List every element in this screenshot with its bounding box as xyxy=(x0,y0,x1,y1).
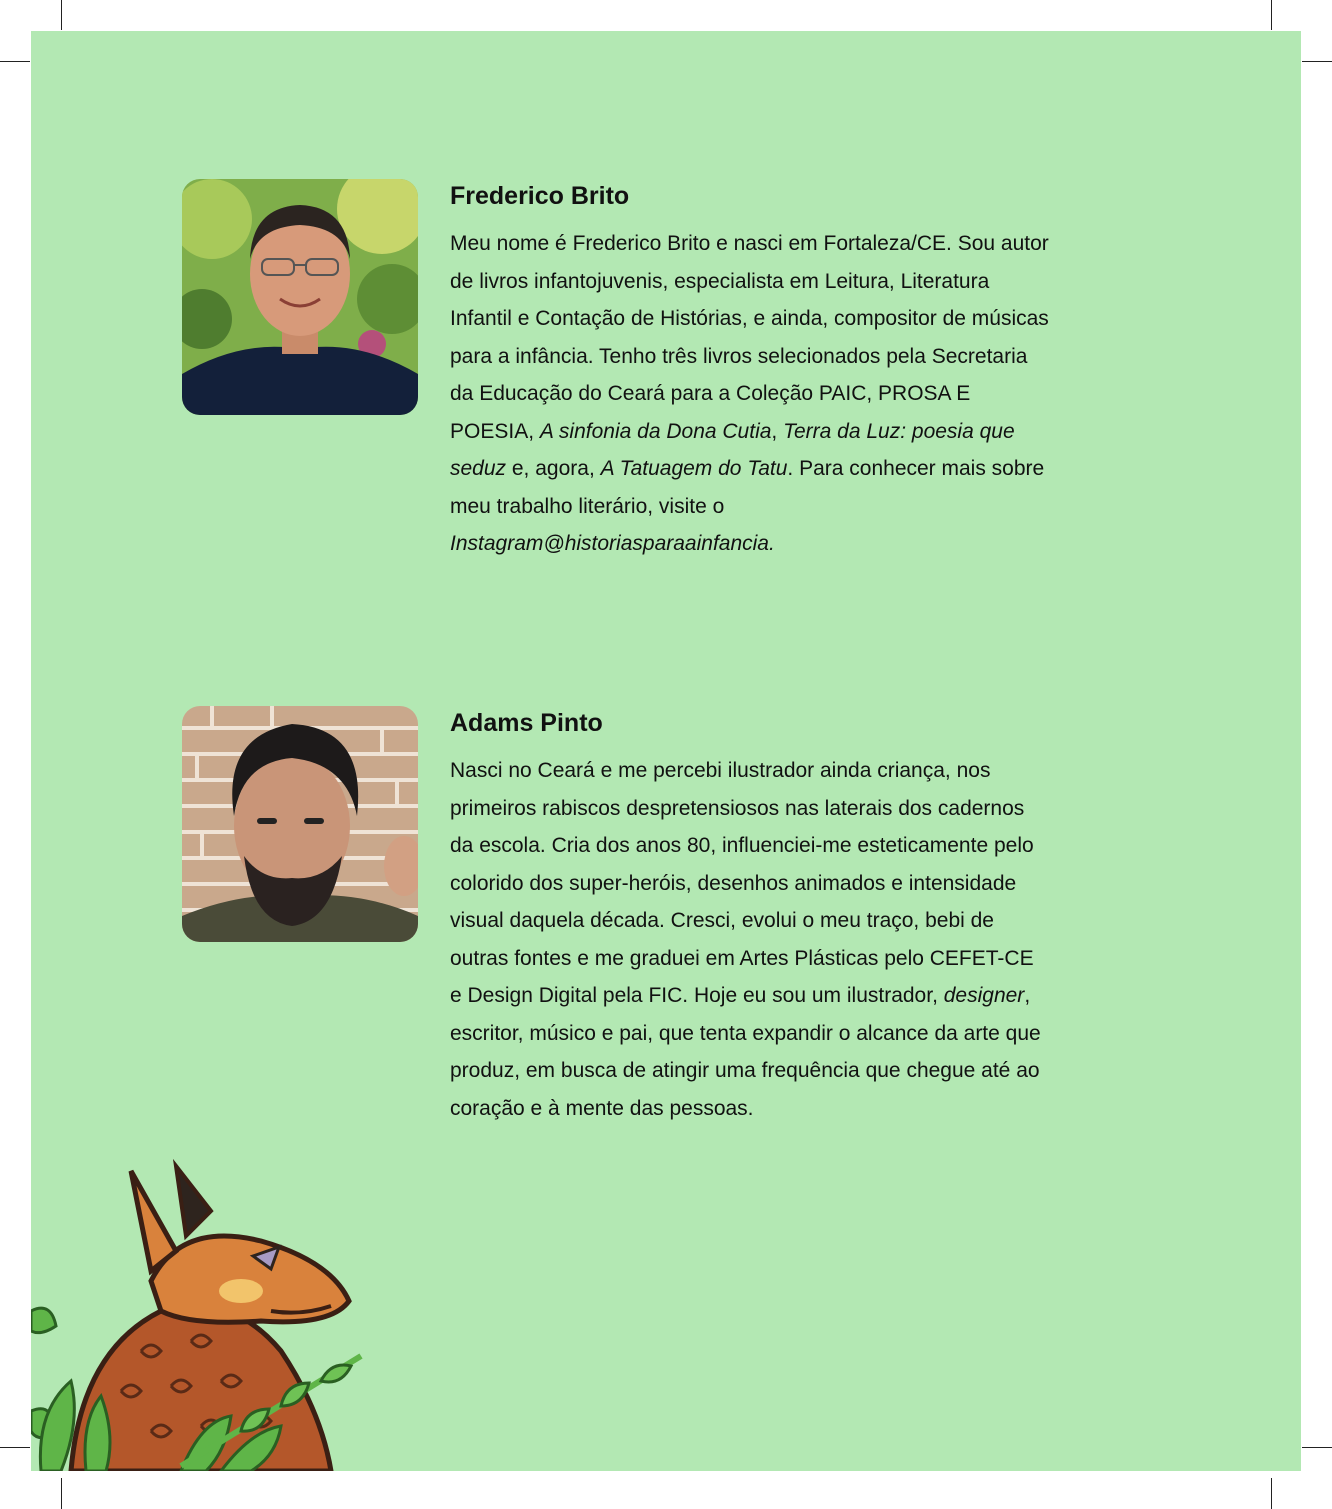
crop-mark xyxy=(1302,61,1332,62)
crop-mark xyxy=(61,0,62,30)
text-run: , escritor, músico e pai, que tenta expandir o alcance da arte que produz, em busca de atingir uma frequência que chegue até ao coração e à mente das pessoas. xyxy=(450,984,1041,1120)
crop-mark xyxy=(1271,1478,1272,1509)
text-run: , xyxy=(771,419,784,443)
crop-mark xyxy=(1302,1447,1332,1448)
author-bio-frederico xyxy=(450,181,1050,563)
author-name: Frederico Brito xyxy=(450,182,630,210)
italic-text-run: designer xyxy=(943,984,1025,1007)
book-page xyxy=(31,31,1301,1471)
crop-mark xyxy=(0,1447,30,1448)
crop-mark xyxy=(61,1478,62,1509)
crop-mark xyxy=(0,61,30,62)
italic-text-run: A Tatuagem do Tatu xyxy=(600,457,788,480)
italic-text-run: Instagram@historiasparaainfancia. xyxy=(450,532,775,555)
crop-mark xyxy=(1271,0,1272,30)
armadillo-mascot xyxy=(31,1151,391,1471)
text-run: . Para conhecer mais sobre meu trabalho literário, visite o xyxy=(450,457,1045,518)
italic-text-run: A sinfonia da Dona Cutia xyxy=(539,419,772,443)
author-name: Adams Pinto xyxy=(450,709,603,737)
text-run: e, agora, xyxy=(506,457,601,480)
author-bio-text xyxy=(450,225,1050,563)
italic-text-run: Terra da Luz: poesia que seduz xyxy=(450,419,1015,480)
text-run: Meu nome é Frederico Brito e nasci em Fortaleza/CE. Sou autor de livros infantojuvenis, especialista em Leitura, Literatura Infantil e Contação de Histórias, e ainda, compositor de músicas para a infância. Tenho três livros selecionados pela Secretaria da Educação do Ceará para a Coleção PAIC, PROSA E POESIA, xyxy=(450,232,1049,443)
author-bio-adams xyxy=(450,708,1050,1127)
author-photo-adams xyxy=(182,706,418,942)
author-photo-frederico xyxy=(182,179,418,415)
author-bio-text xyxy=(450,752,1050,1127)
text-run: Nasci no Ceará e me percebi ilustrador ainda criança, nos primeiros rabiscos despretensiosos nas laterais dos cadernos da escola. Cria dos anos 80, influenciei-me esteticamente pelo colorido dos super-heróis, desenhos animados e intensidade visual daquela década. Cresci, evolui o meu traço, bebi de outras fontes e me graduei em Artes Plásticas pelo CEFET-CE e Design Digital pela FIC. Hoje eu sou um ilustrador, xyxy=(450,759,1034,1007)
